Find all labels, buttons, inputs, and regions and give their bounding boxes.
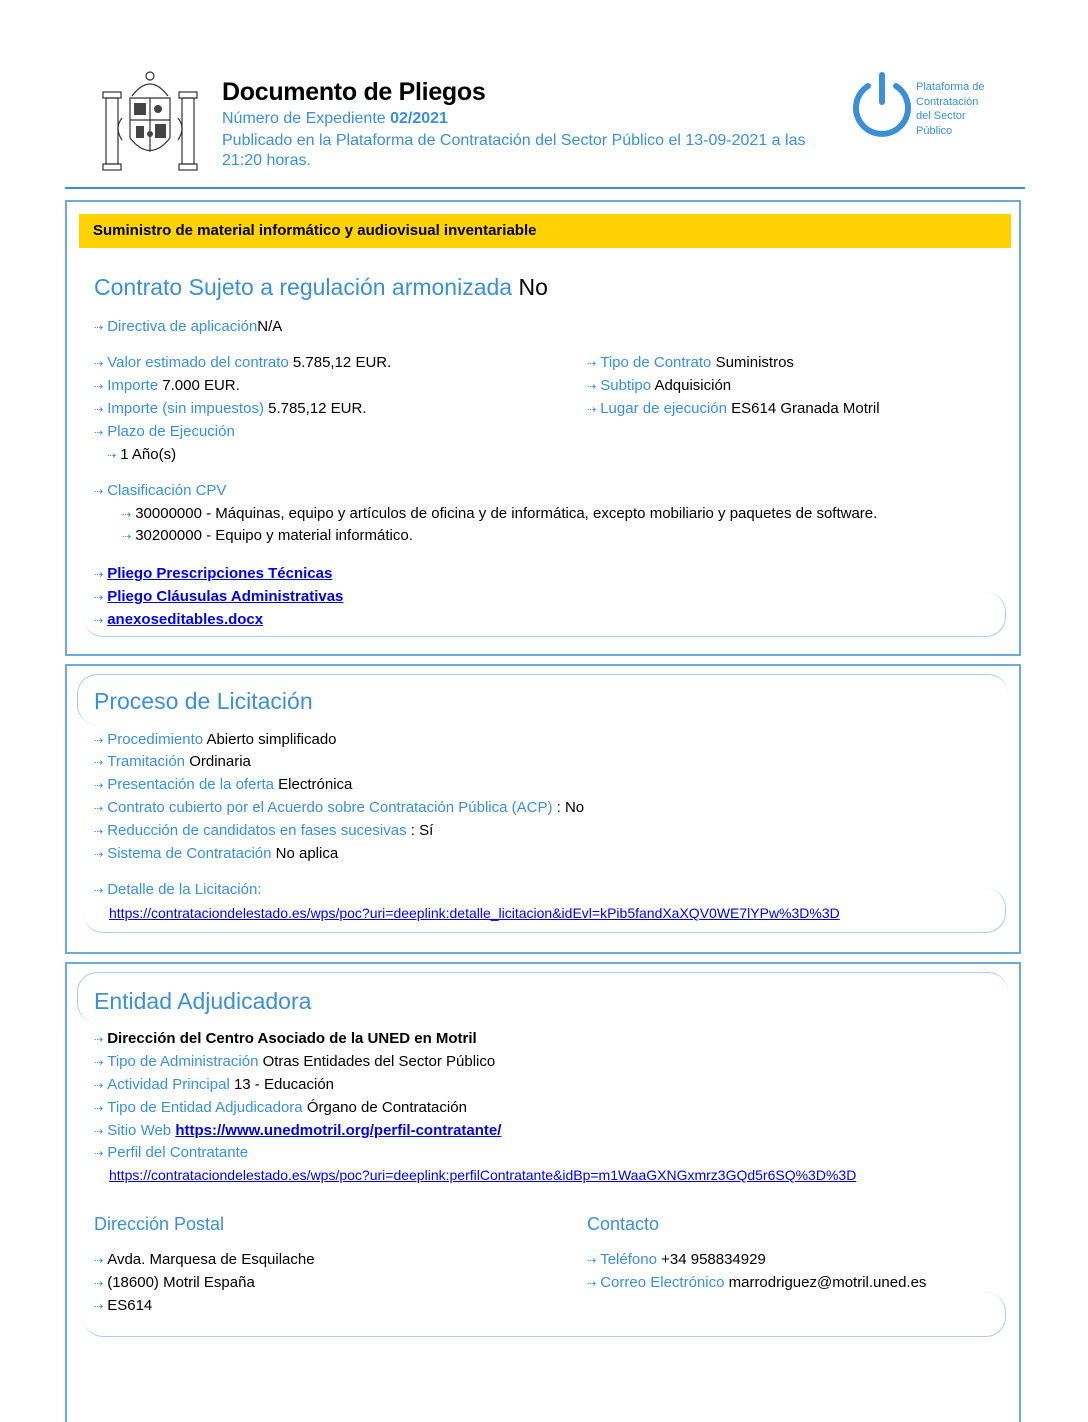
arrow-icon: ⇢ (94, 381, 104, 393)
acp-label: Contrato cubierto por el Acuerdo sobre Contratación Pública (ACP) (107, 799, 553, 816)
contacto-title: Contacto (587, 1214, 660, 1234)
procedimiento-value: Abierto simplificado (206, 731, 337, 748)
tramitacion-value: Ordinaria (189, 753, 251, 770)
arrow-icon: ⇢ (94, 735, 104, 747)
importe-row (94, 377, 240, 394)
directiva-value: N/A (257, 318, 283, 335)
contract-object: Suministro de material informático y audiovisual inventariable (93, 222, 537, 239)
arrow-icon: ⇢ (94, 486, 104, 498)
actividad-row (94, 1076, 334, 1093)
arrow-icon: ⇢ (587, 358, 597, 370)
arrow-icon: ⇢ (587, 404, 597, 416)
telefono-row (587, 1251, 766, 1268)
arrow-icon: ⇢ (94, 358, 104, 370)
lugar-value: ES614 Granada Motril (731, 400, 880, 417)
plazo-value-row (107, 446, 176, 463)
directiva-label: Directiva de aplicación (107, 318, 258, 335)
arrow-icon: ⇢ (94, 1301, 104, 1313)
arrow-icon: ⇢ (94, 1103, 104, 1115)
detalle-url-row (109, 905, 840, 921)
tipo-entidad-row (94, 1099, 467, 1116)
armonizada-label: Contrato Sujeto a regulación armonizada (94, 274, 513, 300)
tipo-admin-label: Tipo de Administración (107, 1053, 259, 1070)
presentacion-row (94, 776, 352, 793)
importe-label: Importe (107, 377, 159, 394)
platform-line: del Sector (916, 110, 966, 122)
tipo-entidad-label: Tipo de Entidad Adjudicadora (107, 1099, 303, 1116)
tipo-admin-value: Otras Entidades del Sector Público (262, 1053, 496, 1070)
tipo-admin-row (94, 1053, 495, 1070)
procedimiento-label: Procedimiento (107, 731, 204, 748)
lugar-row (587, 400, 880, 417)
telefono-value: +34 958834929 (661, 1251, 766, 1268)
arrow-icon: ⇢ (587, 381, 597, 393)
postal-text: (18600) Motril España (107, 1274, 255, 1291)
actividad-value: 13 - Educación (233, 1076, 335, 1093)
perfil-url-row (109, 1167, 856, 1183)
perfil-row (94, 1144, 248, 1161)
cpv-code: 30200000 - Equipo y material informático. (135, 527, 413, 544)
detalle-licitacion-link[interactable]: https://contrataciondelestado.es/wps/poc?uri=deeplink:detalle_licitacion&idEvl=kPib5fandXaXQV0WE7lYPw%3D%3D (109, 905, 840, 921)
doc-link-row (94, 588, 343, 605)
postal-title: Dirección Postal (94, 1214, 225, 1234)
contract-panel (65, 200, 1021, 656)
presentacion-value: Electrónica (278, 776, 353, 793)
sistema-value: No aplica (275, 845, 339, 862)
anexos-editables-link[interactable]: anexoseditables.docx (107, 611, 264, 628)
publication-note: Publicado en la Plataforma de Contratación del Sector Público el 13-09-2021 a las 21:20 horas. (222, 132, 806, 169)
header-divider (65, 187, 1025, 189)
arrow-icon: ⇢ (94, 1080, 104, 1092)
sistema-row (94, 845, 338, 862)
arrow-icon: ⇢ (94, 826, 104, 838)
cpv-item (122, 505, 877, 522)
importe-sin-row (94, 400, 367, 417)
contract-banner (79, 214, 1011, 248)
arrow-icon: ⇢ (94, 1255, 104, 1267)
postal-text: Avda. Marquesa de Esquilache (107, 1251, 315, 1268)
arrow-icon: ⇢ (94, 1126, 104, 1138)
acp-row (94, 799, 584, 816)
postal-line (94, 1274, 255, 1291)
directiva-row (94, 318, 282, 335)
entidad-name-row (94, 1030, 477, 1047)
importe-sin-label: Importe (sin impuestos) (107, 400, 264, 417)
reduccion-value: : Sí (410, 822, 434, 839)
arrow-icon: ⇢ (94, 780, 104, 792)
valor-label: Valor estimado del contrato (107, 354, 289, 371)
tipo-row (587, 354, 794, 371)
sistema-label: Sistema de Contratación (107, 845, 272, 862)
tramitacion-row (94, 753, 251, 770)
arrow-icon: ⇢ (94, 803, 104, 815)
proceso-panel (65, 664, 1021, 954)
arrow-icon: ⇢ (94, 404, 104, 416)
correo-value: marrodriguez@motril.uned.es (728, 1274, 927, 1291)
postal-text: ES614 (107, 1297, 153, 1314)
platform-logo-text (916, 80, 984, 138)
proceso-title: Proceso de Licitación (94, 688, 313, 714)
tipo-entidad-value: Órgano de Contratación (306, 1099, 467, 1116)
importe-value: 7.000 EUR. (162, 377, 240, 394)
cpv-label: Clasificación CPV (107, 482, 227, 499)
power-logo-icon (848, 72, 918, 142)
subtipo-label: Subtipo (600, 377, 652, 394)
procedimiento-row (94, 731, 337, 748)
tipo-value: Suministros (715, 354, 794, 371)
detalle-label: Detalle de la Licitación: (107, 881, 262, 898)
valor-value: 5.785,12 EUR. (292, 354, 392, 371)
document-title: Documento de Pliegos (222, 78, 486, 106)
armonizada-row (94, 274, 548, 301)
entidad-panel (65, 962, 1021, 1422)
postal-line (94, 1297, 152, 1314)
sitio-web-link[interactable]: https://www.unedmotril.org/perfil-contratante/ (175, 1122, 502, 1139)
telefono-label: Teléfono (600, 1251, 657, 1268)
cpv-row (94, 482, 226, 499)
platform-line: Plataforma de (916, 81, 985, 93)
arrow-icon: ⇢ (94, 569, 104, 581)
arrow-icon: ⇢ (94, 1057, 104, 1069)
tramitacion-label: Tramitación (107, 753, 186, 770)
pliego-clausulas-link[interactable]: Pliego Cláusulas Administrativas (107, 588, 344, 605)
web-label: Sitio Web (107, 1122, 172, 1139)
expediente-value: 02/2021 (390, 110, 448, 127)
arrow-icon: ⇢ (94, 322, 104, 334)
document-header (0, 0, 1088, 190)
importe-sin-value: 5.785,12 EUR. (268, 400, 367, 417)
arrow-icon: ⇢ (122, 531, 132, 543)
doc-link-row (94, 611, 263, 628)
plazo-label: Plazo de Ejecución (107, 423, 235, 440)
detalle-row (94, 881, 261, 898)
expediente-label: Número de Expediente (222, 110, 386, 127)
entidad-title: Entidad Adjudicadora (94, 988, 312, 1014)
platform-line: Público (916, 124, 953, 137)
entidad-name: Dirección del Centro Asociado de la UNED en Motril (107, 1030, 477, 1047)
correo-label: Correo Electrónico (600, 1274, 725, 1291)
lugar-label: Lugar de ejecución (600, 400, 727, 417)
valor-row (94, 354, 391, 371)
arrow-icon: ⇢ (94, 1148, 104, 1160)
arrow-icon: ⇢ (587, 1278, 597, 1290)
doc-link-row (94, 565, 332, 582)
expediente-number (222, 110, 448, 128)
plazo-row (94, 423, 235, 440)
pliego-prescripciones-link[interactable]: Pliego Prescripciones Técnicas (107, 565, 333, 582)
spain-coat-of-arms-icon (100, 68, 200, 172)
arrow-icon: ⇢ (94, 427, 104, 439)
correo-row (587, 1274, 926, 1291)
arrow-icon: ⇢ (94, 1278, 104, 1290)
reduccion-label: Reducción de candidatos en fases sucesivas (107, 822, 407, 839)
arrow-icon: ⇢ (587, 1255, 597, 1267)
subtipo-value: Adquisición (654, 377, 732, 394)
platform-line: Contratación (916, 95, 979, 108)
cpv-code: 30000000 - Máquinas, equipo y artículos de oficina y de informática, excepto mobiliario y paquetes de software. (135, 505, 878, 522)
cpv-item (122, 527, 413, 544)
subtipo-row (587, 377, 731, 394)
acp-value: : No (556, 799, 585, 816)
arrow-icon: ⇢ (122, 509, 132, 521)
arrow-icon: ⇢ (94, 757, 104, 769)
arrow-icon: ⇢ (94, 1034, 104, 1046)
arrow-icon: ⇢ (94, 592, 104, 604)
tipo-label: Tipo de Contrato (600, 354, 712, 371)
arrow-icon: ⇢ (107, 450, 117, 462)
postal-line (94, 1251, 315, 1268)
web-row (94, 1122, 501, 1139)
arrow-icon: ⇢ (94, 885, 104, 897)
armonizada-value: No (518, 274, 548, 300)
arrow-icon: ⇢ (94, 849, 104, 861)
plazo-value: 1 Año(s) (120, 446, 177, 463)
actividad-label: Actividad Principal (107, 1076, 230, 1093)
arrow-icon: ⇢ (94, 615, 104, 627)
perfil-label: Perfil del Contratante (107, 1144, 249, 1161)
reduccion-row (94, 822, 433, 839)
panel-decoration (83, 1292, 1006, 1337)
presentacion-label: Presentación de la oferta (107, 776, 274, 793)
perfil-contratante-link[interactable]: https://contrataciondelestado.es/wps/poc?uri=deeplink:perfilContratante&idBp=m1WaaGXNGxmrz3GQd5r6SQ%3D%3D (109, 1167, 857, 1183)
